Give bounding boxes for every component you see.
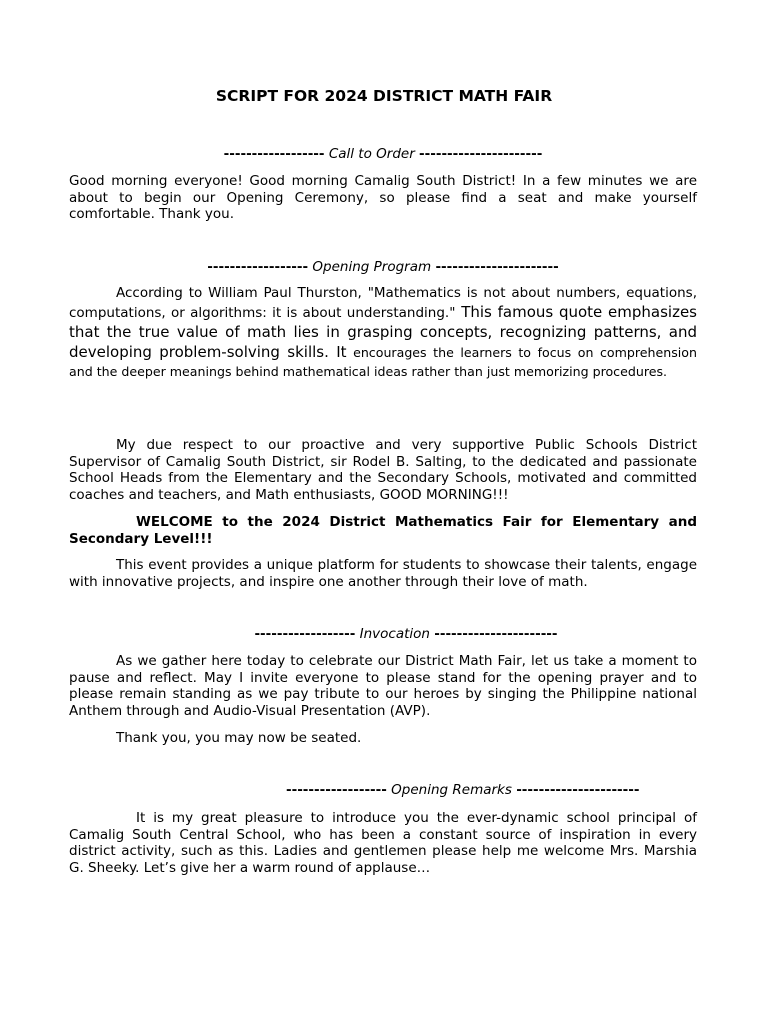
quote-text: According to William Paul Thurston, "Mathematics is not about numbers, equations, computations, or algorithms: it is about understanding." <box>69 285 697 321</box>
section-heading-invocation <box>0 626 768 642</box>
heading-dash-right: ---------------------- <box>419 146 543 162</box>
paragraph-invocation: As we gather here today to celebrate our District Math Fair, let us take a moment to pause and reflect. May I invite everyone to please stand for the opening prayer and to please remain standing as we pay tribute to our heroes by singing the Philippine national Anthem through and Audio-Visual Presentation (AVP). <box>69 653 697 719</box>
quote-explanation: This famous quote emphasizes that the true value of math lies in grasping concepts, recognizing patterns, and developing problem-solving skills. It <box>69 302 697 361</box>
paragraph-thurston-quote <box>69 285 697 381</box>
quote-conclusion: encourages the learners to focus on comprehension and the deeper meanings behind mathematical ideas rather than just memorizing procedures. <box>69 344 697 379</box>
section-heading-call-to-order <box>0 146 766 162</box>
paragraph-welcome: WELCOME to the 2024 District Mathematics Fair for Elementary and Secondary Level!!! <box>69 514 697 547</box>
heading-label: Opening Remarks <box>391 782 512 798</box>
paragraph-thank-you: Thank you, you may now be seated. <box>116 730 362 746</box>
heading-dash-left: ------------------ <box>286 782 387 798</box>
heading-dash-left: ------------------ <box>207 259 309 275</box>
paragraph-event: This event provides a unique platform for students to showcase their talents, engage with innovative projects, and inspire one another through their love of math. <box>69 557 697 590</box>
heading-label: Call to Order <box>328 146 415 162</box>
heading-dash-right: ---------------------- <box>434 626 558 642</box>
heading-dash-right: ---------------------- <box>435 259 559 275</box>
heading-label: Opening Program <box>312 259 432 275</box>
heading-label: Invocation <box>359 626 430 642</box>
heading-dash-left: ------------------ <box>254 626 356 642</box>
heading-dash-left: ------------------ <box>223 146 325 162</box>
section-heading-opening-program <box>0 259 766 275</box>
document-title: SCRIPT FOR 2024 DISTRICT MATH FAIR <box>215 87 553 105</box>
paragraph-opening-remarks: It is my great pleasure to introduce you the ever-dynamic school principal of Camalig South Central School, who has been a constant source of inspiration in every district activity, such as this. Ladies and gentlemen please help me welcome Mrs. Marshia G. Sheeky. Let’s give her a warm round of applause… <box>69 810 697 876</box>
paragraph-respect: My due respect to our proactive and very supportive Public Schools District Supervisor of Camalig South District, sir Rodel B. Salting, to the dedicated and passionate School Heads from the Elementary and the Secondary Schools, motivated and committed coaches and teachers, and Math enthusiasts, GOOD MORNING!!! <box>69 437 697 503</box>
paragraph-call-to-order: Good morning everyone! Good morning Camalig South District! In a few minutes we are about to begin our Opening Ceremony, so please find a seat and make yourself comfortable. Thank you. <box>69 173 697 223</box>
section-heading-opening-remarks <box>286 782 639 798</box>
heading-dash-right: ---------------------- <box>516 782 640 798</box>
